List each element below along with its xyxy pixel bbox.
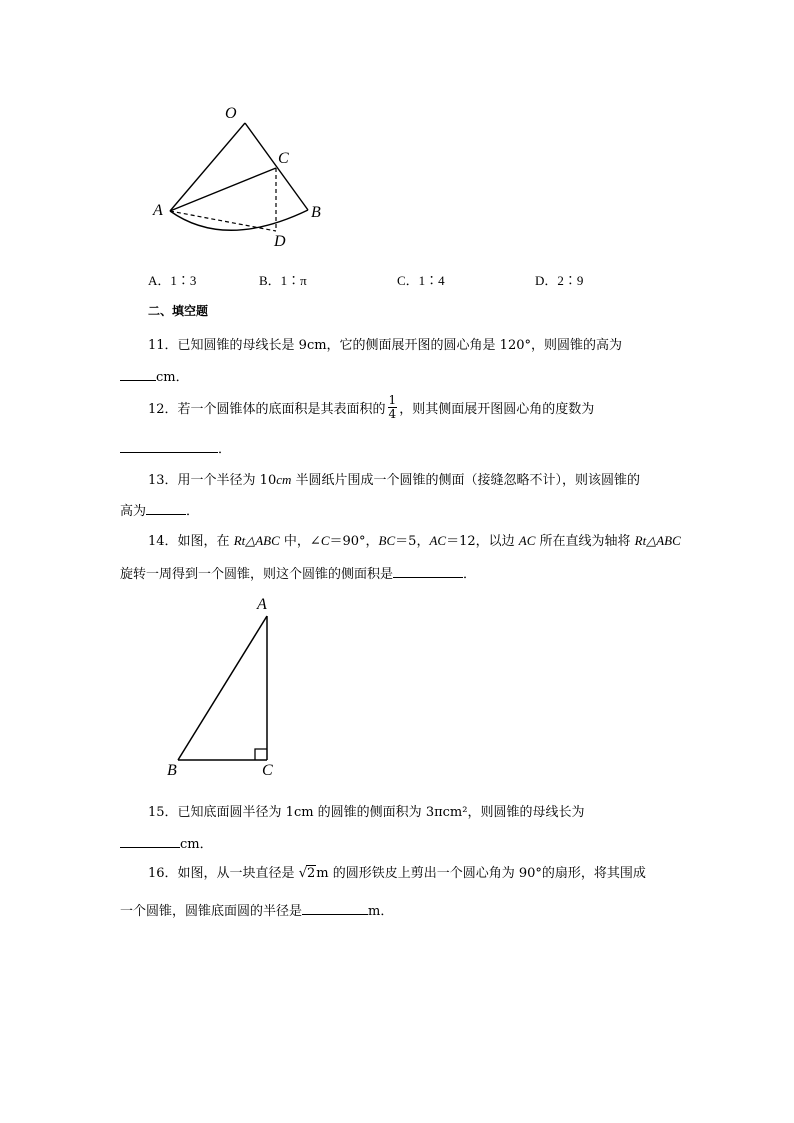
q14-text: 14．如图，在 (148, 534, 234, 549)
q14-triangle-name: Rt△ABC (634, 533, 681, 548)
answer-blank[interactable] (302, 902, 368, 915)
q14-side-ac: AC (518, 533, 536, 548)
answer-blank[interactable] (120, 440, 218, 453)
right-angle-mark (255, 749, 267, 760)
label-d: D (274, 233, 286, 250)
q13-line2-text: 高为 (120, 504, 147, 519)
sector-figure (140, 100, 340, 260)
q16-line2 (120, 900, 393, 919)
answer-blank[interactable] (146, 502, 186, 515)
fraction-numerator: 1 (388, 393, 397, 407)
q14-triangle-name: Rt△ABC (233, 533, 280, 548)
q16-line1 (148, 862, 646, 881)
q15-unit: cm． (180, 837, 213, 852)
q16-line2-text: 一个圆锥，圆锥底面圆的半径是 (120, 904, 303, 919)
triangle-figure (160, 600, 290, 780)
option-b: B．1∶π (259, 273, 307, 288)
answer-blank[interactable] (120, 368, 156, 381)
q14-text: 所在直线为轴将 (535, 534, 635, 549)
option-d: D．2∶9 (535, 273, 584, 288)
segment-oa (170, 123, 245, 211)
label-b: B (311, 204, 321, 221)
segment-ab (178, 616, 267, 760)
label-c: C (278, 150, 289, 167)
q13-text-a: 13．用一个半径为 10 (148, 473, 277, 488)
label-a: A (153, 202, 163, 219)
q14-line2-text: 旋转一周得到一个圆锥，则这个圆锥的侧面积是 (120, 567, 394, 582)
q14-text: ＝12，以边 (446, 534, 519, 549)
q13-text-b: 半圆纸片围成一个圆锥的侧面（接缝忽略不计），则该圆锥的 (291, 473, 641, 488)
label-o: O (225, 105, 237, 122)
q14-text: ＝90°， (329, 534, 379, 549)
answer-blank[interactable] (120, 835, 180, 848)
q12-line1 (148, 394, 594, 421)
fraction-denominator: 4 (388, 407, 397, 421)
label-b: B (167, 762, 177, 779)
q12-text-after: ，则其侧面展开图圆心角的度数为 (399, 402, 595, 417)
q16-text-a: 16．如图，从一块直径是 (148, 866, 299, 881)
fraction (388, 394, 398, 421)
option-c: C．1∶4 (397, 273, 445, 288)
q12-line2 (120, 438, 231, 457)
label-a: A (257, 596, 267, 613)
q15-line2 (120, 833, 213, 852)
q11-unit: cm． (156, 370, 189, 385)
q12-end: ． (218, 442, 232, 457)
q14-side-bc: BC (378, 533, 396, 548)
q13-end: ． (186, 504, 200, 519)
q14-text: ＝5， (395, 534, 430, 549)
q13-line1 (148, 469, 640, 488)
q11-line1: 11．已知圆锥的母线长是 9cm，它的侧面展开图的圆心角是 120°，则圆锥的高为 (148, 338, 622, 353)
q16-text-b: m 的圆形铁皮上剪出一个圆心角为 90°的扇形，将其围成 (316, 866, 646, 881)
segment-ac (170, 168, 276, 211)
label-c: C (262, 762, 273, 779)
sqrt-sign: √ (298, 866, 307, 881)
q14-line2 (120, 563, 476, 582)
q14-line1 (148, 530, 681, 549)
q14-text: 中，∠ (279, 534, 321, 549)
q13-line2 (120, 500, 199, 519)
option-a: A．1∶3 (148, 273, 197, 288)
q12-text: 12．若一个圆锥体的底面积是其表面积的 (148, 402, 386, 417)
arc-adb (170, 210, 308, 230)
q11-line2 (120, 366, 189, 385)
sqrt-radicand: 2 (306, 866, 316, 881)
q14-angle-c: C (320, 533, 330, 548)
q14-end: ． (463, 567, 477, 582)
section-heading: 二、填空题 (148, 304, 209, 318)
q15-line1: 15．已知底面圆半径为 1cm 的圆锥的侧面积为 3πcm²，则圆锥的母线长为 (148, 805, 585, 820)
q13-unit-cm: cm (276, 472, 292, 487)
answer-blank[interactable] (393, 565, 463, 578)
q14-side-ac: AC (429, 533, 447, 548)
q16-end: m． (368, 904, 394, 919)
